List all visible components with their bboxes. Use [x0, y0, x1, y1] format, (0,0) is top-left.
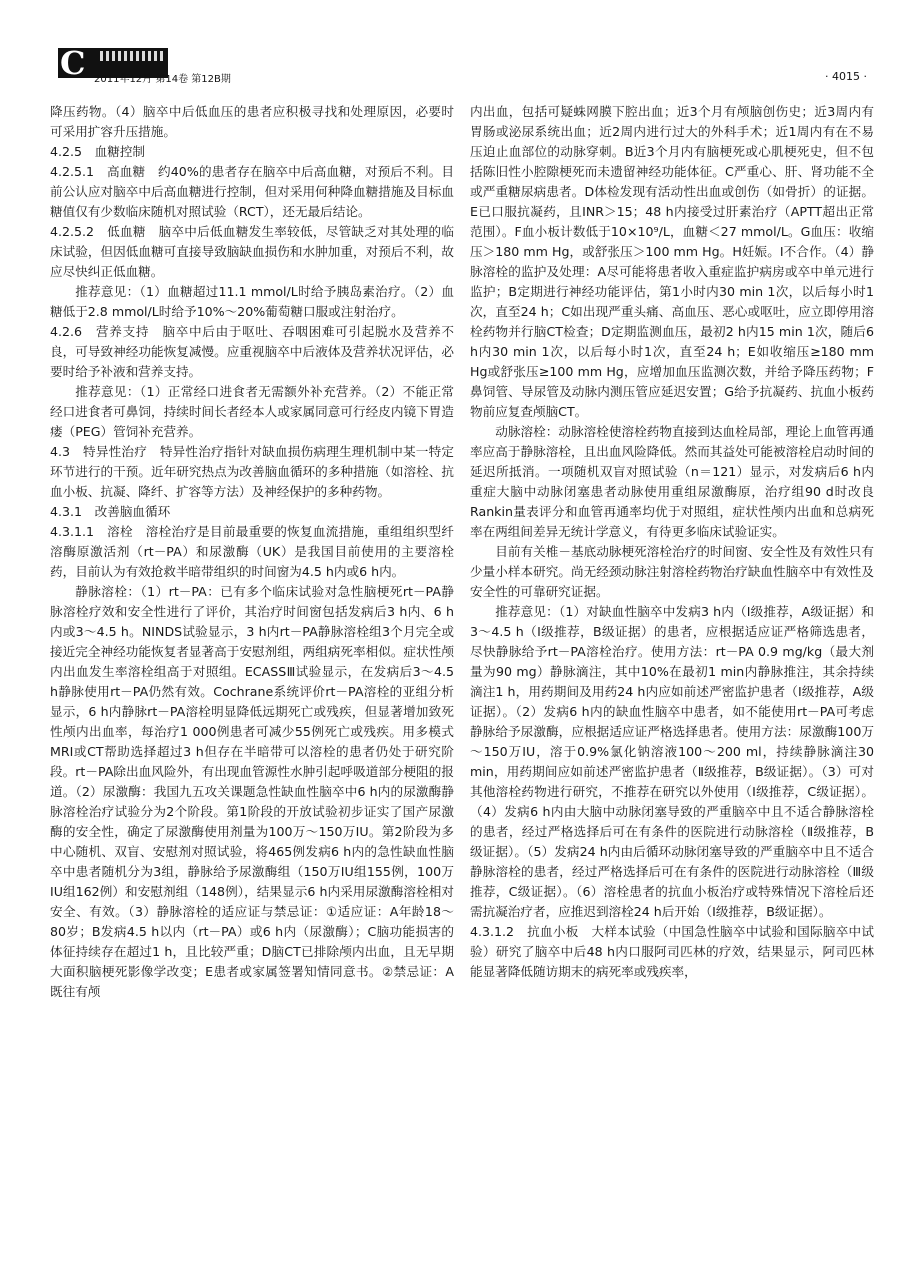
paragraph: 4.3.1 改善脑血循环 [50, 504, 171, 519]
paragraph: 推荐意见：（1）血糖超过11.1 mmol/L时给予胰岛素治疗。（2）血糖低于2.8 mmol/L时给予10%～20%葡萄糖口服或注射治疗。 [50, 284, 454, 319]
paragraph: 推荐意见：（1）正常经口进食者无需额外补充营养。（2）不能正常经口进食者可鼻饲，持续时间长者经本人或家属同意可行经皮内镜下胃造瘘（PEG）管饲补充营养。 [50, 384, 454, 439]
page-header [50, 38, 873, 84]
paragraph: 静脉溶栓：（1）rt－PA：已有多个临床试验对急性脑梗死rt－PA静脉溶栓疗效和安全性进行了评价，其治疗时间窗包括发病后3 h内、6 h内或3～4.5 h。NINDS试验显示，3 h内rt－PA静脉溶栓组3个月完全或接近完全神经功能恢复者显著高于安慰剂组，两组病死率相似。症状性颅内出血发生率溶栓组高于对照组。ECASSⅢ试验显示，在发病后3～4.5 h静脉使用rt－PA仍然有效。Cochrane系统评价rt－PA溶栓的亚组分析显示，6 h内静脉rt－PA溶栓明显降低远期死亡或残疾，但显著增加致死性颅内出血率，每治疗1 000例患者可减少55例死亡或残疾。用多模式MRI或CT帮助选择超过3 h但存在半暗带可以溶栓的患者仍处于研究阶段。rt－PA除出血风险外，有出现血管源性水肿引起呼吸道部分梗阻的报道。（2）尿激酶：我国九五攻关课题急性缺血性脑卒中6 h内的尿激酶静脉溶栓治疗试验分为2个阶段。第1阶段的开放试验初步证实了国产尿激酶的安全性，确定了尿激酶使用剂量为100万～150万IU。第2阶段为多中心随机、双盲、安慰剂对照试验，将465例发病6 h内的急性缺血性脑卒中患者随机分为3组，静脉给予尿激酶组（150万IU组155例，100万IU组162例）和安慰剂组（148例），结果显示6 h内采用尿激酶溶栓相对安全、有效。（3）静脉溶栓的适应证与禁忌证：①适应证：A年龄18～80岁；B发病4.5 h以内（rt－PA）或6 h内（尿激酶）；C脑功能损害的体征持续存在超过1 h，且比较严重；D脑CT已排除颅内出血，且无早期大面积脑梗死影像学改变；E患者或家属签署知情同意书。②禁忌证：A既往有颅 [50, 584, 454, 999]
paragraph: 目前有关椎－基底动脉梗死溶栓治疗的时间窗、安全性及有效性只有少量小样本研究。尚无经颈动脉注射溶栓药物治疗缺血性脑卒中有效性及安全性的可靠研究证据。 [470, 544, 874, 599]
logo-pattern [100, 51, 164, 61]
right-column [470, 102, 874, 982]
page-number: · 4015 · [825, 70, 867, 83]
paragraph: 推荐意见：（1）对缺血性脑卒中发病3 h内（Ⅰ级推荐，A级证据）和3～4.5 h（Ⅰ级推荐，B级证据）的患者，应根据适应证严格筛选患者，尽快静脉给予rt－PA溶栓治疗。使用方法：rt－PA 0.9 mg/kg（最大剂量为90 mg）静脉滴注，其中10%在最初1 min内静脉推注，其余持续滴注1 h，用药期间及用药24 h内应如前述严密监护患者（Ⅰ级推荐，A级证据）。（2）发病6 h内的缺血性脑卒中患者，如不能使用rt－PA可考虑静脉给予尿激酶，应根据适应证严格选择患者。使用方法：尿激酶100万～150万IU，溶于0.9%氯化钠溶液100～200 ml，持续静脉滴注30 min，用药期间应如前述严密监护患者（Ⅱ级推荐，B级证据）。（3）可对其他溶栓药物进行研究，不推荐在研究以外使用（Ⅰ级推荐，C级证据）。（4）发病6 h内由大脑中动脉闭塞导致的严重脑卒中且不适合静脉溶栓的患者，经过严格选择后可在有条件的医院进行动脉溶栓（Ⅱ级推荐，B级证据）。（5）发病24 h内由后循环动脉闭塞导致的严重脑卒中且不适合静脉溶栓的患者，经过严格选择后可在有条件的医院进行动脉溶栓（Ⅲ级推荐，C级证据）。（6）溶栓患者的抗血小板治疗或特殊情况下溶栓后还需抗凝治疗者，应推迟到溶栓24 h后开始（Ⅰ级推荐，B级证据）。 [470, 604, 874, 919]
paragraph: 4.2.5 血糖控制 [50, 144, 146, 159]
paragraph: 内出血，包括可疑蛛网膜下腔出血；近3个月有颅脑创伤史；近3周内有胃肠或泌尿系统出血；近2周内进行过大的外科手术；近1周内有在不易压迫止血部位的动脉穿刺。B近3个月内有脑梗死或心肌梗死史，但不包括陈旧性小腔隙梗死而未遗留神经功能体征。C严重心、肝、肾功能不全或严重糖尿病患者。D体检发现有活动性出血或创伤（如骨折）的证据。E已口服抗凝药，且INR＞15；48 h内接受过肝素治疗（APTT超出正常范围）。F血小板计数低于10×10⁹/L，血糖＜27 mmol/L。G血压：收缩压＞180 mm Hg，或舒张压＞100 mm Hg。H妊娠。I不合作。（4）静脉溶栓的监护及处理：A尽可能将患者收入重症监护病房或卒中单元进行监护；B定期进行神经功能评估，第1小时内30 min 1次，以后每小时1次，直至24 h；C如出现严重头痛、高血压、恶心或呕吐，应立即停用溶栓药物并行脑CT检查；D定期监测血压，最初2 h内15 min 1次，随后6 h内30 min 1次，以后每小时1次，直至24 h；E如收缩压≥180 mm Hg或舒张压≥100 mm Hg，应增加血压监测次数，并给予降压药物；F鼻饲管、导尿管及动脉内测压管应延迟安置；G给予抗凝药、抗血小板药物前应复查颅脑CT。 [470, 104, 874, 419]
paragraph: 4.2.5.2 低血糖 脑卒中后低血糖发生率较低，尽管缺乏对其处理的临床试验，但因低血糖可直接导致脑缺血损伤和水肿加重，对预后不利，故应尽快纠正低血糖。 [50, 224, 454, 279]
left-column [50, 102, 454, 1002]
paragraph: 降压药物。（4）脑卒中后低血压的患者应积极寻找和处理原因，必要时可采用扩容升压措施。 [50, 104, 454, 139]
paragraph: 4.3.1.2 抗血小板 大样本试验（中国急性脑卒中试验和国际脑卒中试验）研究了脑卒中后48 h内口服阿司匹林的疗效，结果显示，阿司匹林能显著降低随访期末的病死率或残疾率， [470, 924, 874, 979]
paragraph: 动脉溶栓：动脉溶栓使溶栓药物直接到达血栓局部，理论上血管再通率应高于静脉溶栓，且出血风险降低。然而其益处可能被溶栓启动时间的延迟所抵消。一项随机双盲对照试验（n＝121）显示，对发病后6 h内重症大脑中动脉闭塞患者动脉使用重组尿激酶原，治疗组90 d时改良Rankin量表评分和血管再通率均优于对照组，症状性颅内出血和总病死率在两组间差异无统计学意义，有待更多临床试验证实。 [470, 424, 874, 539]
paragraph: 4.2.5.1 高血糖 约40%的患者存在脑卒中后高血糖，对预后不利。目前公认应对脑卒中后高血糖进行控制，但对采用何种降血糖措施及目标血糖值仅有少数临床随机对照试验（RCT），还无最后结论。 [50, 164, 454, 219]
paragraph: 4.3.1.1 溶栓 溶栓治疗是目前最重要的恢复血流措施，重组组织型纤溶酶原激活剂（rt－PA）和尿激酶（UK）是我国目前使用的主要溶栓药，目前认为有效抢救半暗带组织的时间窗为4.5 h内或6 h内。 [50, 524, 454, 579]
paragraph: 4.3 特异性治疗 特异性治疗指针对缺血损伤病理生理机制中某一特定环节进行的干预。近年研究热点为改善脑血循环的多种措施（如溶栓、抗血小板、抗凝、降纤、扩容等方法）及神经保护的多种药物。 [50, 444, 454, 499]
logo-letter: C [60, 44, 86, 82]
paragraph: 4.2.6 营养支持 脑卒中后由于呕吐、吞咽困难可引起脱水及营养不良，可导致神经功能恢复减慢。应重视脑卒中后液体及营养状况评估，必要时给予补液和营养支持。 [50, 324, 454, 379]
issue-info: 2011年12月 第14卷 第12B期 [94, 74, 231, 85]
